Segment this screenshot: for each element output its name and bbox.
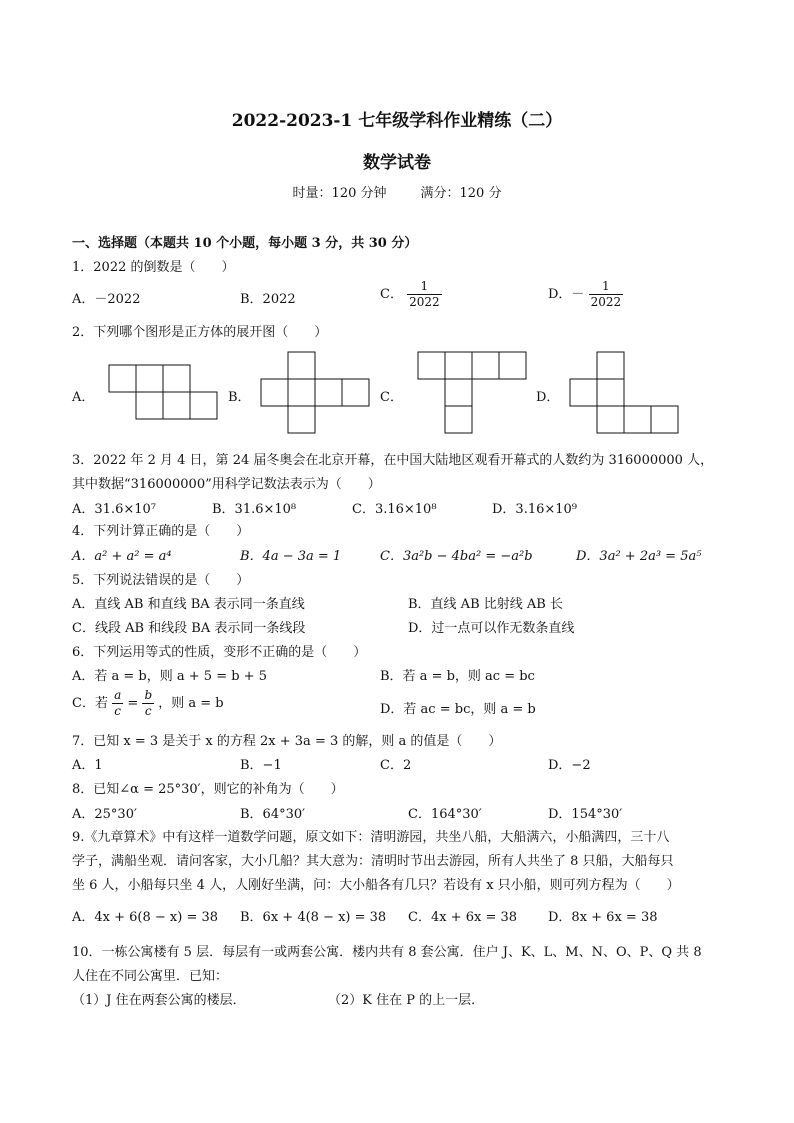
q1-stem: 1．2022 的倒数是（ ） — [72, 260, 235, 275]
q2-option-a-net — [108, 364, 220, 424]
exam-subtitle: 数学试卷 — [363, 153, 431, 173]
q6-option-c — [72, 688, 224, 719]
q7-option-b: B．−1 — [240, 758, 282, 773]
q4-option-d: D．3a² + 2a³ = 5a⁵ — [576, 549, 702, 564]
q3-option-b: B．31.6×10⁸ — [212, 502, 297, 517]
exam-meta — [0, 182, 794, 201]
q7-option-c: C．2 — [380, 758, 412, 773]
q8-option-a: A．25°30′ — [72, 807, 137, 822]
q9-option-c: C．4x + 6x = 38 — [408, 910, 518, 925]
q4-option-a: A．a² + a² = a⁴ — [72, 549, 172, 564]
q5-option-b: B．直线 AB 比射线 AB 长 — [408, 597, 563, 612]
q8-option-d: D．154°30′ — [548, 807, 623, 822]
q10-condition-2: （2）K 住在 P 的上一层． — [328, 993, 485, 1008]
q9-option-b: B．6x + 4(8 − x) = 38 — [240, 910, 387, 925]
q2-stem: 2．下列哪个图形是正方体的展开图（ ） — [72, 325, 328, 340]
q4-option-b: B．4a − 3a = 1 — [240, 549, 342, 564]
q1-option-c-label: C． — [380, 287, 403, 302]
q2-option-c-label: C． — [380, 390, 403, 405]
q6-c-fraction-2 — [142, 688, 154, 719]
exam-score: 满分：120 分 — [420, 186, 502, 201]
q2-option-d-net — [569, 351, 681, 439]
q2-option-b-label: B． — [228, 390, 251, 405]
q1-d-numerator: 1 — [589, 279, 624, 295]
q6-option-b: B．若 a = b，则 ac = bc — [380, 669, 535, 684]
q6-option-c-suffix: ，则 a = b — [158, 696, 224, 711]
q6-c-fraction-1 — [112, 688, 123, 719]
q3-option-a: A．31.6×10⁷ — [72, 502, 156, 517]
q3-option-d: D．3.16×10⁹ — [492, 502, 578, 517]
q3-option-c: C．3.16×10⁸ — [352, 502, 437, 517]
q7-option-a: A．1 — [72, 758, 103, 773]
q6-c-denominator-2: c — [144, 704, 152, 718]
q1-c-denominator: 2022 — [409, 295, 440, 309]
q6-c-denominator-1: c — [114, 704, 122, 718]
q6-c-equals: = — [127, 696, 139, 711]
q8-stem: 8．已知∠α = 25°30′，则它的补角为（ ） — [72, 782, 344, 797]
q2-option-a-label: A． — [72, 390, 95, 405]
section-heading: 一、选择题（本题共 10 个小题，每小题 3 分，共 30 分） — [72, 236, 418, 251]
q10-stem-line1: 10．一栋公寓楼有 5 层．每层有一或两套公寓．楼内共有 8 套公寓．住户 J、K、L、M、N、O、P、Q 共 8 — [72, 945, 702, 960]
q1-option-d — [548, 279, 623, 310]
q9-option-a: A．4x + 6(8 − x) = 38 — [72, 910, 219, 925]
q1-option-c-fraction — [407, 279, 442, 310]
q1-option-b: B．2022 — [240, 292, 296, 307]
q1-option-d-label: D．－ — [548, 287, 585, 302]
q6-stem: 6．下列运用等式的性质，变形不正确的是（ ） — [72, 645, 367, 660]
q9-stem-line3: 坐 6 人，小船每只坐 4 人，人刚好坐满，问：大小船各有几只？若设有 x 只小船，则可列方程为（ ） — [72, 878, 680, 893]
q10-stem-line2: 人住在不同公寓里．已知： — [72, 969, 229, 984]
q2-option-d-label: D． — [536, 390, 560, 405]
q6-c-numerator-2: b — [144, 688, 153, 702]
q9-stem-line1: 9.《九章算术》中有这样一道数学问题，原文如下：清明游园，共坐八船，大船满六，小船满四，三十八 — [72, 830, 670, 845]
q9-option-d: D．8x + 6x = 38 — [548, 910, 658, 925]
q4-option-c: C．3a²b − 4ba² = −a²b — [380, 549, 533, 564]
q9-stem-line2: 学子，满船坐观．请问客家，大小几船？其大意为：清明时节出去游园，所有人共坐了 8 只船，大船每只 — [72, 854, 674, 869]
q1-d-denominator: 2022 — [590, 295, 622, 309]
q8-option-b: B．64°30′ — [240, 807, 306, 822]
q7-stem: 7．已知 x = 3 是关于 x 的方程 2x + 3a = 3 的解，则 a 的值是（ ） — [72, 734, 502, 749]
q1-c-numerator: 1 — [407, 279, 442, 295]
q3-stem-line1: 3．2022 年 2 月 4 日，第 24 届冬奥会在北京开幕，在中国大陆地区观看开幕式的人数约为 316000000 人， — [72, 453, 714, 468]
q1-option-c — [380, 279, 442, 310]
q4-stem: 4．下列计算正确的是（ ） — [72, 524, 250, 539]
q1-option-d-fraction — [589, 279, 624, 310]
q3-stem-line2: 其中数据“316000000”用科学记数法表示为（ ） — [72, 477, 381, 492]
q5-stem: 5．下列说法错误的是（ ） — [72, 573, 250, 588]
q6-option-d: D．若 ac = bc，则 a = b — [380, 702, 536, 717]
exam-time: 时量：120 分钟 — [292, 186, 387, 201]
q6-option-c-prefix: C．若 — [72, 696, 108, 711]
q5-option-d: D．过一点可以作无数条直线 — [408, 621, 575, 636]
q1-option-a: A．－2022 — [72, 292, 141, 307]
q6-c-numerator-1: a — [114, 688, 122, 702]
q2-option-c-net — [417, 351, 529, 439]
q5-option-a: A．直线 AB 和直线 BA 表示同一条直线 — [72, 597, 305, 612]
q2-option-b-net — [260, 351, 372, 439]
q5-option-c: C．线段 AB 和线段 BA 表示同一条线段 — [72, 621, 306, 636]
q7-option-d: D．−2 — [548, 758, 591, 773]
q6-option-a: A．若 a = b，则 a + 5 = b + 5 — [72, 669, 267, 684]
exam-title: 2022-2023-1 七年级学科作业精练（二） — [231, 111, 563, 131]
q10-condition-1: （1）J 住在两套公寓的楼层． — [72, 993, 246, 1008]
q8-option-c: C．164°30′ — [408, 807, 482, 822]
